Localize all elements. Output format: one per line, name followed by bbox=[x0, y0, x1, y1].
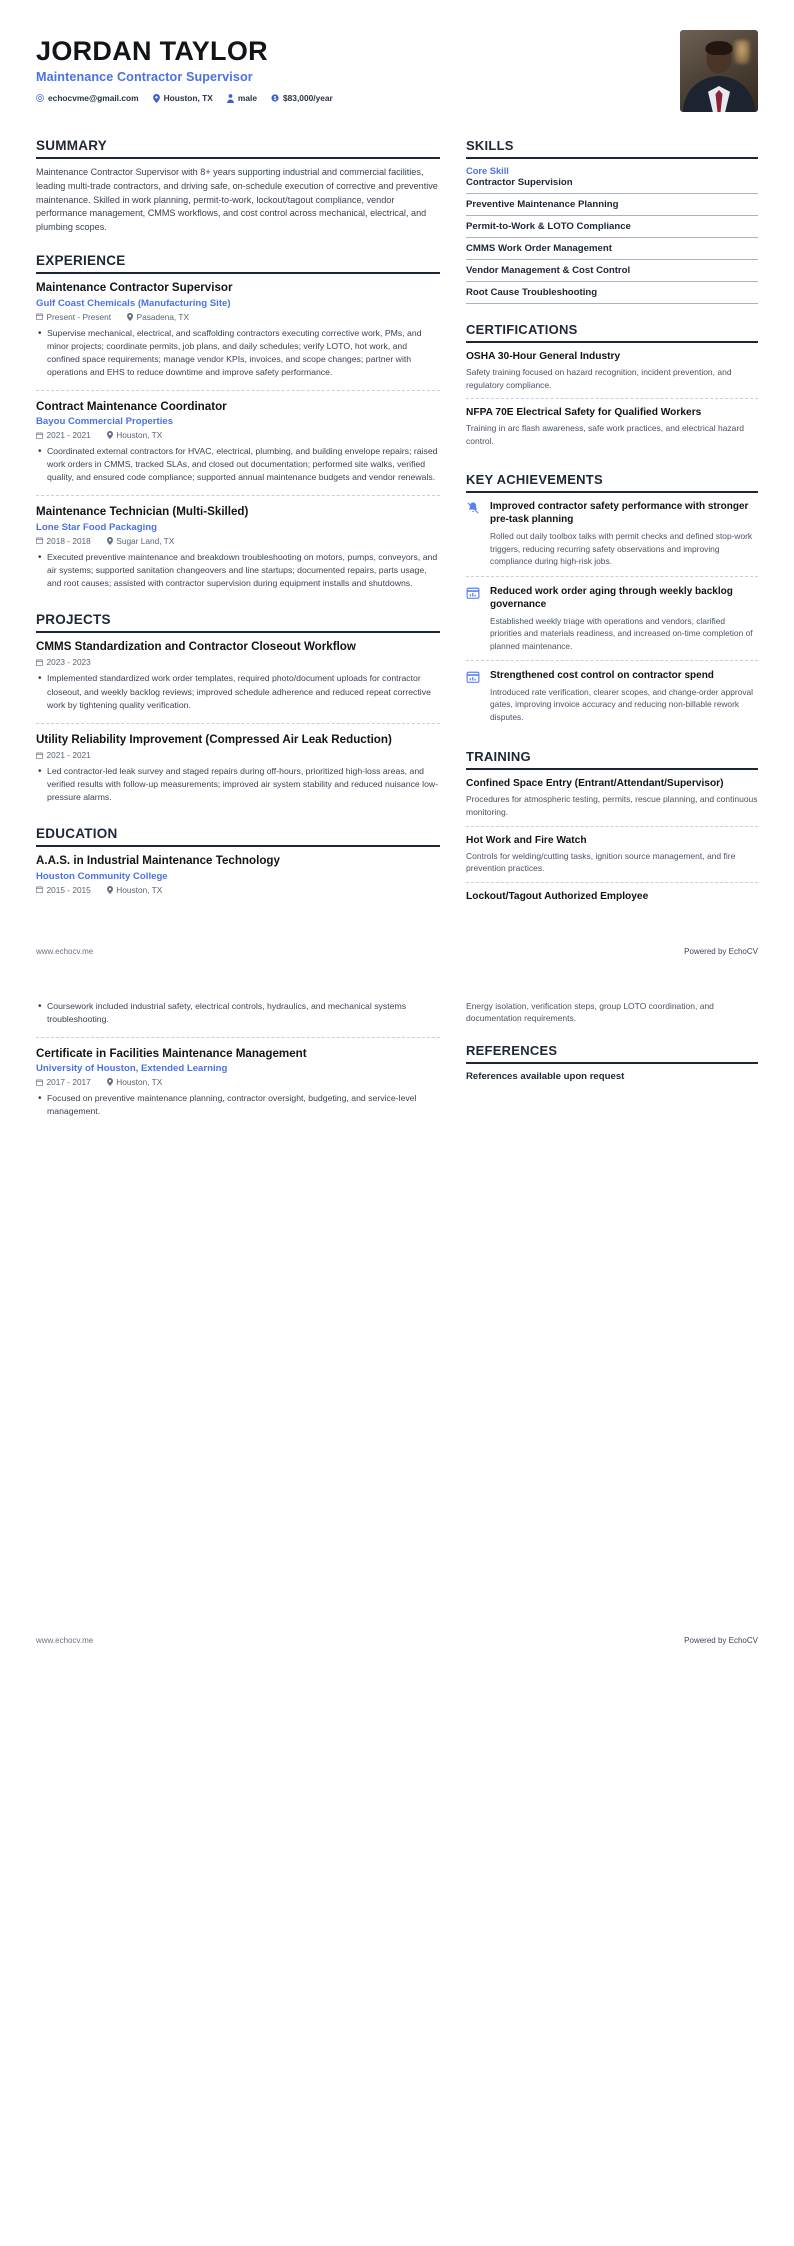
location-pin-icon bbox=[107, 886, 113, 894]
experience-item bbox=[36, 505, 440, 594]
resume-page-2 bbox=[0, 992, 794, 1611]
achievement-body bbox=[490, 585, 758, 652]
experience-dates-text: 2018 - 2018 bbox=[46, 535, 91, 546]
experience-dates-text: Present - Present bbox=[46, 311, 112, 322]
section-title-projects: PROJECTS bbox=[36, 612, 440, 633]
skill-name: Contractor Supervision bbox=[466, 177, 573, 188]
section-title-certifications: CERTIFICATIONS bbox=[466, 322, 758, 343]
job-title: Maintenance Contractor Supervisor bbox=[36, 70, 253, 85]
resume-header bbox=[36, 30, 758, 112]
header-left bbox=[36, 30, 333, 103]
location-pin-icon bbox=[107, 431, 113, 439]
calendar-icon bbox=[36, 1079, 43, 1086]
skill-item bbox=[466, 166, 758, 194]
right-column-page2 bbox=[466, 1000, 758, 1100]
page-break bbox=[0, 966, 794, 992]
footer-brand: Powered by EchoCV bbox=[684, 1636, 758, 1646]
training-desc: Energy isolation, verification steps, group LOTO coordination, and documentation requirements. bbox=[466, 1000, 714, 1024]
references-text: References available upon request bbox=[466, 1070, 625, 1082]
certification-desc: Training in arc flash awareness, safe work practices, and electrical hazard control. bbox=[466, 423, 744, 446]
project-title: CMMS Standardization and Contractor Closeout Workflow bbox=[36, 639, 356, 653]
experience-location-text: Pasadena, TX bbox=[136, 311, 189, 322]
bullet: • Coordinated external contractors for HVAC, electrical, plumbing, and building envelope repairs; raised work orders in CMMS, tracked SLAs, and closed out documentation; performed site walks, verified quality, and ensured code compliance; supported annual maintenance budgets and vendor renewals. bbox=[36, 445, 440, 484]
calendar-chart-icon bbox=[466, 669, 482, 723]
experience-role: Contract Maintenance Coordinator bbox=[36, 399, 227, 413]
skill-name: Root Cause Troubleshooting bbox=[466, 287, 598, 298]
experience-org[interactable]: Bayou Commercial Properties bbox=[36, 416, 174, 428]
avatar bbox=[680, 30, 758, 112]
experience-location-text: Houston, TX bbox=[116, 430, 163, 441]
right-column bbox=[466, 138, 758, 921]
education-dates bbox=[36, 885, 91, 895]
education-school[interactable]: Houston Community College bbox=[36, 870, 168, 882]
certification-name: OSHA 30-Hour General Industry bbox=[466, 351, 621, 362]
section-certifications bbox=[466, 322, 758, 454]
section-title-education: EDUCATION bbox=[36, 826, 440, 847]
skill-name: Vendor Management & Cost Control bbox=[466, 265, 631, 276]
experience-dates bbox=[36, 536, 91, 546]
svg-text:$: $ bbox=[273, 96, 277, 103]
experience-location bbox=[107, 430, 162, 440]
content-columns-page2 bbox=[36, 1000, 758, 1141]
location-pin-icon bbox=[107, 537, 113, 545]
skill-item bbox=[466, 199, 758, 216]
salary-icon bbox=[271, 94, 279, 102]
project-dates-text: 2023 - 2023 bbox=[46, 657, 91, 668]
section-title-summary: SUMMARY bbox=[36, 138, 440, 159]
content-columns bbox=[36, 138, 758, 921]
contact-row bbox=[36, 93, 333, 103]
section-title-skills: SKILLS bbox=[466, 138, 758, 159]
certification-desc: Safety training focused on hazard recognition, incident prevention, and regulatory compliance. bbox=[466, 367, 732, 390]
section-skills bbox=[466, 138, 758, 304]
project-meta bbox=[36, 750, 440, 760]
skill-item bbox=[466, 287, 758, 304]
experience-meta bbox=[36, 430, 440, 440]
education-dates-text: 2017 - 2017 bbox=[46, 1077, 91, 1088]
achievement-title: Reduced work order aging through weekly backlog governance bbox=[490, 585, 733, 610]
calendar-icon bbox=[36, 659, 43, 666]
experience-bullets bbox=[36, 551, 440, 590]
summary-text: Maintenance Contractor Supervisor with 8+ years supporting industrial and commercial facilities, leading multi-trade contractors, and driving safe, on-schedule execution of corrective and preventive maintenance. Skilled in work planning, permit-to-work, lockout/tagout compliance, vendor performance management, CMMS workflows, and cost control across mechanical, electrical, and plumbing scopes. bbox=[36, 167, 438, 233]
calendar-icon bbox=[36, 313, 43, 320]
experience-bullets bbox=[36, 445, 440, 484]
experience-org[interactable]: Lone Star Food Packaging bbox=[36, 521, 158, 533]
skill-name: Permit-to-Work & LOTO Compliance bbox=[466, 221, 631, 232]
achievement-item bbox=[466, 669, 758, 731]
section-title-training: TRAINING bbox=[466, 749, 758, 770]
education-meta bbox=[36, 1077, 440, 1087]
project-bullets bbox=[36, 765, 440, 804]
section-references bbox=[466, 1043, 758, 1082]
section-training-continued bbox=[466, 1000, 758, 1025]
section-training bbox=[466, 749, 758, 902]
project-item bbox=[36, 640, 440, 724]
section-achievements bbox=[466, 472, 758, 731]
training-name: Hot Work and Fire Watch bbox=[466, 834, 587, 846]
experience-dates-text: 2021 - 2021 bbox=[46, 430, 91, 441]
education-item bbox=[36, 1000, 440, 1038]
certification-name: NFPA 70E Electrical Safety for Qualified Workers bbox=[466, 407, 702, 419]
contact-email-text: echocvme@gmail.com bbox=[48, 93, 139, 104]
experience-org[interactable]: Gulf Coast Chemicals (Manufacturing Site) bbox=[36, 297, 231, 309]
achievement-body bbox=[490, 669, 758, 723]
education-dates-text: 2015 - 2015 bbox=[46, 884, 91, 895]
calendar-icon bbox=[36, 432, 43, 439]
training-name: Confined Space Entry (Entrant/Attendant/Supervisor) bbox=[466, 778, 724, 790]
skill-name: CMMS Work Order Management bbox=[466, 243, 612, 254]
bullet: • Led contractor-led leak survey and staged repairs during off-hours, prioritized high-loss areas, and verified results with follow-up measurements; improved air system stability and reduced nuisance low-pressure alarms. bbox=[36, 765, 440, 804]
skill-item bbox=[466, 221, 758, 238]
achievement-item bbox=[466, 500, 758, 576]
email-icon bbox=[36, 94, 44, 102]
training-item bbox=[466, 890, 758, 903]
page-spacer bbox=[36, 1140, 758, 1610]
bullet: • Supervise mechanical, electrical, and scaffolding contractors executing corrective work, PMs, and minor projects; coordinate permits, job plans, and daily schedules; verify LOTO, hot work, and confined space requirements; manage vendor KPIs, invoices, and scope changes; partner with operations and EHS to reduce downtime and improve safety performance. bbox=[36, 327, 440, 379]
project-dates-text: 2021 - 2021 bbox=[46, 750, 91, 761]
contact-salary bbox=[271, 93, 333, 103]
achievement-desc: Rolled out daily toolbox talks with permit checks and defined stop-work triggers, reducing recurring safety observations and improving compliance during high-risk jobs. bbox=[490, 531, 753, 567]
project-bullets bbox=[36, 672, 440, 711]
certification-item bbox=[466, 406, 758, 454]
experience-role: Maintenance Contractor Supervisor bbox=[36, 281, 233, 295]
bullet: • Executed preventive maintenance and breakdown troubleshooting on motors, pumps, conveyors, and air systems; supported sanitation changeovers and line startups; documented repairs, parts usage, and root causes; assisted with contractor supervision during equipment installs and shutdowns. bbox=[36, 551, 440, 590]
contact-email[interactable] bbox=[36, 93, 139, 103]
skill-name: Preventive Maintenance Planning bbox=[466, 199, 619, 210]
education-degree: A.A.S. in Industrial Maintenance Technology bbox=[36, 854, 280, 868]
location-pin-icon bbox=[153, 94, 160, 103]
education-item bbox=[36, 854, 440, 894]
experience-dates bbox=[36, 430, 91, 440]
page-footer-2 bbox=[0, 1636, 794, 1645]
education-location bbox=[107, 1077, 162, 1087]
section-experience bbox=[36, 253, 440, 594]
achievement-desc: Established weekly triage with operations and vendors, clarified priorities and materials readiness, and increased on-time completion of planned maintenance. bbox=[490, 615, 753, 651]
experience-location-text: Sugar Land, TX bbox=[116, 535, 175, 546]
project-item bbox=[36, 733, 440, 809]
training-desc: Controls for welding/cutting tasks, ignition source management, and fire prevention practices. bbox=[466, 850, 736, 874]
left-column bbox=[36, 138, 440, 913]
training-desc: Procedures for atmospheric testing, permits, rescue planning, and continuous monitoring. bbox=[466, 794, 758, 817]
experience-item bbox=[36, 400, 440, 497]
achievement-item bbox=[466, 585, 758, 661]
location-pin-icon bbox=[107, 1078, 113, 1086]
calendar-icon bbox=[36, 886, 43, 893]
training-item bbox=[466, 834, 758, 883]
education-meta bbox=[36, 885, 440, 895]
achievement-body bbox=[490, 500, 758, 567]
section-title-references: REFERENCES bbox=[466, 1043, 758, 1064]
bullet: • Coursework included industrial safety, electrical controls, hydraulics, and mechanical systems troubleshooting. bbox=[36, 1000, 440, 1026]
bell-off-icon bbox=[466, 500, 482, 567]
education-item bbox=[36, 1047, 440, 1123]
resume-page-1 bbox=[0, 0, 794, 921]
certification-item bbox=[466, 350, 758, 399]
section-title-achievements: KEY ACHIEVEMENTS bbox=[466, 472, 758, 493]
experience-location bbox=[107, 536, 174, 546]
experience-role: Maintenance Technician (Multi-Skilled) bbox=[36, 505, 249, 519]
experience-meta bbox=[36, 312, 440, 322]
contact-location bbox=[153, 93, 213, 103]
contact-salary-text: $83,000/year bbox=[282, 93, 333, 104]
experience-bullets bbox=[36, 327, 440, 379]
skill-core-label: Core Skill bbox=[466, 166, 509, 176]
experience-dates bbox=[36, 312, 111, 322]
project-title: Utility Reliability Improvement (Compressed Air Leak Reduction) bbox=[36, 732, 392, 746]
page-title: JORDAN TAYLOR bbox=[36, 36, 268, 66]
education-school[interactable]: University of Houston, Extended Learning bbox=[36, 1063, 228, 1075]
project-dates bbox=[36, 657, 91, 667]
project-meta bbox=[36, 657, 440, 667]
achievement-title: Improved contractor safety performance with stronger pre-task planning bbox=[490, 501, 749, 526]
experience-item bbox=[36, 281, 440, 391]
contact-gender-text: male bbox=[237, 93, 257, 104]
education-location-text: Houston, TX bbox=[116, 884, 163, 895]
page-footer-1 bbox=[0, 947, 794, 956]
left-column-page2 bbox=[36, 1000, 440, 1141]
training-item bbox=[466, 777, 758, 826]
location-pin-icon bbox=[127, 313, 133, 321]
achievement-desc: Introduced rate verification, clearer scopes, and change-order approval gates, improving invoice accuracy and reducing non-billable rework disputes. bbox=[490, 687, 754, 722]
person-icon bbox=[227, 94, 234, 103]
section-education bbox=[36, 826, 440, 894]
section-summary bbox=[36, 138, 440, 235]
experience-meta bbox=[36, 536, 440, 546]
education-bullets bbox=[36, 1092, 440, 1118]
education-location-text: Houston, TX bbox=[116, 1077, 163, 1088]
calendar-chart-icon bbox=[466, 585, 482, 652]
education-location bbox=[107, 885, 162, 895]
bullet: • Focused on preventive maintenance planning, contractor oversight, budgeting, and service-level management. bbox=[36, 1092, 440, 1118]
footer-url[interactable]: www.echocv.me bbox=[36, 946, 94, 956]
skill-item bbox=[466, 265, 758, 282]
calendar-icon bbox=[36, 537, 43, 544]
section-projects bbox=[36, 612, 440, 808]
education-bullets bbox=[36, 1000, 440, 1026]
training-name: Lockout/Tagout Authorized Employee bbox=[466, 890, 649, 902]
education-dates bbox=[36, 1077, 91, 1087]
experience-location bbox=[127, 312, 189, 322]
contact-gender bbox=[227, 93, 257, 103]
bullet: • Implemented standardized work order templates, required photo/document uploads for contractor closeout, and weekly backlog reviews; improved schedule adherence and reduced repeat corrective work by tightening quality verification. bbox=[36, 672, 440, 711]
skill-item bbox=[466, 243, 758, 260]
contact-location-text: Houston, TX bbox=[163, 93, 213, 104]
footer-brand: Powered by EchoCV bbox=[684, 946, 758, 956]
section-title-experience: EXPERIENCE bbox=[36, 253, 440, 274]
project-dates bbox=[36, 750, 91, 760]
footer-url[interactable]: www.echocv.me bbox=[36, 1636, 94, 1646]
education-degree: Certificate in Facilities Maintenance Management bbox=[36, 1046, 307, 1060]
calendar-icon bbox=[36, 752, 43, 759]
achievement-title: Strengthened cost control on contractor spend bbox=[490, 670, 714, 682]
section-education-continued bbox=[36, 1000, 440, 1123]
